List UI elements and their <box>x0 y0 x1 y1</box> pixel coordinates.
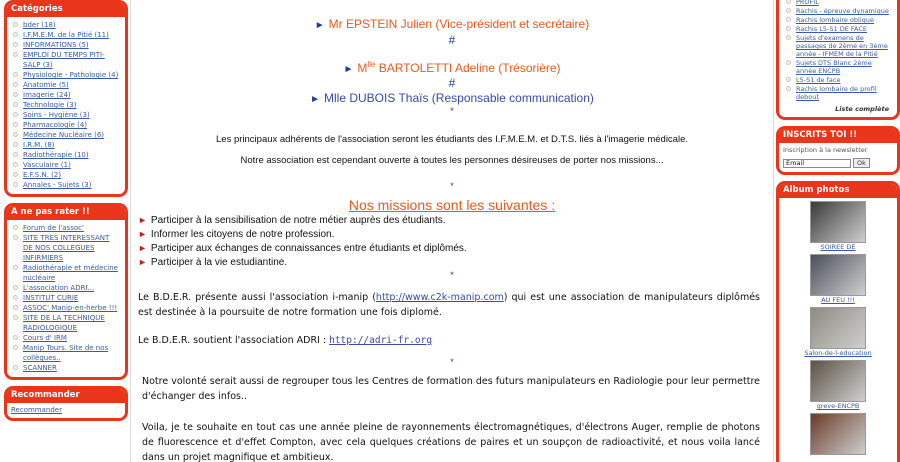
album-caption[interactable]: Salon-de-l-education <box>804 349 872 357</box>
category-link[interactable]: INFORMATIONS (5) <box>23 41 89 49</box>
bullet-icon <box>13 72 18 77</box>
ouverture-paragraph: Notre association est cependant ouverte à toutes les personnes désireuses de porter nos missions... <box>240 155 664 166</box>
category-item[interactable] <box>11 120 121 130</box>
email-field[interactable]: Email <box>783 159 851 168</box>
ne-pas-rater-link[interactable]: SCANNER <box>23 364 57 372</box>
bullet-icon <box>13 265 18 270</box>
inscrits-box <box>776 126 900 175</box>
imanip-link[interactable]: http://www.c2k-manip.com <box>375 292 504 303</box>
category-link[interactable]: Médecine Nucléaire (6) <box>23 131 105 139</box>
ne-pas-rater-link[interactable]: INSTITUT CURIE <box>23 294 79 302</box>
album-item[interactable] <box>783 201 893 251</box>
bullet-icon <box>13 152 18 157</box>
recent-article-item[interactable] <box>783 85 893 101</box>
recommander-box <box>4 386 128 421</box>
ne-pas-rater-list <box>11 223 121 373</box>
recent-article-item[interactable] <box>783 59 893 75</box>
categories-box <box>4 0 128 197</box>
category-link[interactable]: Technologie (3) <box>23 101 77 109</box>
recent-article-link[interactable]: Rachis lombaire oblique <box>796 16 874 24</box>
category-link[interactable]: Vasculaire (1) <box>23 161 71 169</box>
bullet-icon <box>13 22 18 27</box>
album-thumbnail[interactable] <box>810 201 866 243</box>
arrow-right-icon: ► <box>138 229 147 239</box>
bullet-icon <box>13 345 18 350</box>
recent-article-link[interactable]: Rachis - épreuve dynamique <box>796 7 889 15</box>
inscrits-title: INSCRITS TOI !! <box>779 129 897 143</box>
album-caption[interactable]: AU FEU !!! <box>821 296 855 304</box>
category-item[interactable] <box>11 30 121 40</box>
member-bartoletti-prefix: M <box>357 61 368 75</box>
bullet-icon <box>13 142 18 147</box>
categories-list <box>11 20 121 190</box>
star-separator: * <box>450 357 454 367</box>
ne-pas-rater-link[interactable]: ASSOC' Manip-en-herbe !!! <box>23 304 118 312</box>
main-content <box>132 0 772 462</box>
bullet-icon <box>13 132 18 137</box>
arrow-right-icon: ► <box>138 215 147 225</box>
star-separator: * <box>450 270 454 280</box>
bullet-icon <box>786 0 791 4</box>
arrow-right-icon: ► <box>138 243 147 253</box>
album-thumbnail[interactable] <box>810 360 866 402</box>
recent-article-item[interactable] <box>783 7 893 15</box>
hash-separator: # <box>448 33 456 47</box>
mission-item <box>138 243 467 254</box>
recent-article-link[interactable]: Sujets d'examens de passages de 2ème en 3ème année - IFMEM de la Pitié <box>796 34 888 58</box>
ne-pas-rater-item[interactable] <box>11 303 121 313</box>
ok-button[interactable]: Ok <box>853 158 870 168</box>
member-bartoletti-sup: lle <box>367 60 376 69</box>
ne-pas-rater-item[interactable] <box>11 363 121 373</box>
album-item[interactable] <box>783 413 893 455</box>
bullet-icon <box>786 8 791 13</box>
left-sidebar <box>4 0 128 427</box>
category-link[interactable]: Soins - Hygiène (3) <box>23 111 90 119</box>
category-item[interactable] <box>11 150 121 160</box>
voila-paragraph: Voila, je te souhaite en tout cas une année pleine de rayonnements électromagnétiques, d'électrons Auger, remplie de photons de fluorescence et d'effet Compton, avec cela quelques créations de paires et un soupçon de radioactivité, et nous voila lancé dans un projet magnifique et ambitieux. <box>142 422 760 462</box>
category-link[interactable]: Radiothérapie (10) <box>23 151 89 159</box>
missions-title: Nos missions sont les suivantes : <box>348 197 556 213</box>
category-item[interactable] <box>11 100 121 110</box>
category-link[interactable]: I.F.M.E.M. de la Pitié (11) <box>23 31 109 39</box>
ne-pas-rater-link[interactable]: Cours d' IRM <box>23 334 67 342</box>
categories-title: Catégories <box>7 3 125 17</box>
album-list <box>779 198 897 462</box>
member-dubois <box>132 91 772 105</box>
ne-pas-rater-link[interactable]: L'association ADRI... <box>23 284 95 292</box>
ne-pas-rater-link[interactable]: Forum de l'assoc' <box>23 224 84 232</box>
arrow-right-icon: ► <box>138 257 147 267</box>
bullet-icon <box>13 365 18 370</box>
mission-text: Informer les citoyens de notre profession. <box>150 229 335 240</box>
bullet-icon <box>13 225 18 230</box>
bullet-icon <box>13 182 18 187</box>
bullet-icon <box>13 285 18 290</box>
category-link[interactable]: bder (18) <box>23 21 56 29</box>
bullet-icon <box>13 162 18 167</box>
ne-pas-rater-link[interactable]: SITE TRES INTERESSANT DE NOS COLLEGUES INFIRMIERS <box>23 234 110 262</box>
category-link[interactable]: Annales - Sujets (3) <box>23 181 92 189</box>
star-separator: * <box>450 106 454 116</box>
category-item[interactable] <box>11 20 121 30</box>
member-bartoletti-name: BARTOLETTI Adeline (Trésorière) <box>375 61 561 75</box>
newsletter-label: Inscription à la newsletter <box>783 146 868 154</box>
imanip-text-after: ) qui est une association de manipulateurs diplômés est destinée à la poursuite de notre formation une fois diplomé. <box>138 292 761 318</box>
album-item[interactable] <box>783 254 893 304</box>
bullet-icon <box>786 17 791 22</box>
recent-article-item[interactable] <box>783 76 893 84</box>
album-title: Album photos <box>779 184 897 198</box>
star-separator: * <box>450 181 454 191</box>
category-item[interactable] <box>11 70 121 80</box>
category-item[interactable] <box>11 170 121 180</box>
adri-text: Le B.D.E.R. soutient l'association ADRI : <box>138 335 330 346</box>
bullet-icon <box>786 35 791 40</box>
ne-pas-rater-title: A ne pas rater !! <box>7 206 125 220</box>
category-item[interactable] <box>11 110 121 120</box>
bullet-icon <box>13 112 18 117</box>
mission-item <box>138 215 446 226</box>
ne-pas-rater-link[interactable]: Radiothérapie et médecine nucléaire <box>23 264 118 282</box>
bullet-icon <box>786 86 791 91</box>
triangle-icon: ► <box>310 94 320 105</box>
category-item[interactable] <box>11 180 121 190</box>
bullet-icon <box>13 315 18 320</box>
volonte-paragraph: Notre volonté serait aussi de regrouper tous les Centres de formation des futurs manipulateurs en Radiologie pour leur permettre d'échanger des infos.. <box>142 376 760 402</box>
album-thumbnail[interactable] <box>810 307 866 349</box>
liste-complete-link[interactable]: Liste complète <box>835 105 889 113</box>
bullet-icon <box>13 295 18 300</box>
album-caption[interactable]: greve-ENCPB <box>816 402 860 410</box>
adri-paragraph <box>138 333 760 348</box>
ne-pas-rater-box <box>4 203 128 380</box>
bullet-icon <box>13 92 18 97</box>
mission-item <box>138 229 334 240</box>
adri-link[interactable]: http://adri-fr.org <box>329 335 433 346</box>
album-thumbnail[interactable] <box>810 254 866 296</box>
category-item[interactable] <box>11 80 121 90</box>
category-item[interactable] <box>11 160 121 170</box>
bullet-icon <box>13 32 18 37</box>
recent-article-item[interactable] <box>783 0 893 6</box>
category-link[interactable]: EMPLOI DU TEMPS PITI-SALP (3) <box>23 51 105 69</box>
member-bartoletti <box>132 60 772 75</box>
album-item[interactable] <box>783 360 893 410</box>
ne-pas-rater-item[interactable] <box>11 333 121 343</box>
bullet-icon <box>13 172 18 177</box>
category-link[interactable]: Pharmacologie (4) <box>23 121 88 129</box>
category-link[interactable]: Physiologie - Pathologie (4) <box>23 71 119 79</box>
ne-pas-rater-link[interactable]: Manip Tours. Site de nos collègues.. <box>23 344 109 362</box>
recent-article-link[interactable]: Rachis L5-S1 DE FACE <box>796 25 868 33</box>
album-item[interactable] <box>783 307 893 357</box>
category-link[interactable]: Anatomie (5) <box>23 81 69 89</box>
member-dubois-name: Mlle DUBOIS Thaïs (Responsable communication) <box>324 91 594 105</box>
ne-pas-rater-item[interactable] <box>11 293 121 303</box>
member-epstein <box>132 17 772 31</box>
right-sidebar <box>776 0 900 462</box>
bullet-icon <box>786 77 791 82</box>
ne-pas-rater-item[interactable] <box>11 313 121 333</box>
right-divider <box>773 0 774 462</box>
bullet-icon <box>13 82 18 87</box>
recent-articles-list <box>783 0 893 101</box>
member-epstein-name: Mr EPSTEIN Julien (Vice-président et secrétaire) <box>328 17 590 31</box>
album-caption[interactable]: SOIREE DE <box>820 243 856 251</box>
mission-item <box>138 257 287 268</box>
ne-pas-rater-item[interactable] <box>11 223 121 233</box>
bullet-icon <box>13 42 18 47</box>
hash-separator: # <box>448 76 456 90</box>
category-link[interactable]: E.F.S.N. (2) <box>23 171 62 179</box>
recent-article-link[interactable]: L5-S1 de face <box>796 76 841 84</box>
recent-article-item[interactable] <box>783 34 893 58</box>
bullet-icon <box>786 26 791 31</box>
mission-text: Participer aux échanges de connaissances entre étudiants et diplômés. <box>150 243 467 254</box>
recent-articles-box <box>776 0 900 120</box>
mission-text: Participer à la sensibilisation de notre métier auprès des étudiants. <box>150 215 446 226</box>
recent-article-link[interactable]: PROFIL <box>796 0 819 6</box>
ne-pas-rater-item[interactable] <box>11 233 121 263</box>
category-item[interactable] <box>11 130 121 140</box>
category-item[interactable] <box>11 40 121 50</box>
bullet-icon <box>13 305 18 310</box>
category-item[interactable] <box>11 140 121 150</box>
album-box <box>776 181 900 462</box>
adherents-paragraph: Les principaux adhérents de l'association seront les étudiants des I.F.M.E.M. et D.T.S. liés à l'imagerie médicale. <box>216 134 688 145</box>
category-item[interactable] <box>11 50 121 70</box>
bullet-icon <box>786 60 791 65</box>
imanip-text: Le B.D.E.R. présente aussi l'association i-manip ( <box>138 292 376 303</box>
category-item[interactable] <box>11 90 121 100</box>
album-thumbnail[interactable] <box>810 413 866 455</box>
bullet-icon <box>13 235 18 240</box>
left-divider <box>130 0 131 462</box>
recommander-link[interactable]: Recommander <box>11 406 62 414</box>
recent-article-item[interactable] <box>783 25 893 33</box>
mission-text: Participer à la vie estudiantine. <box>150 257 288 268</box>
bullet-icon <box>13 335 18 340</box>
bullet-icon <box>13 102 18 107</box>
triangle-icon: ► <box>314 20 325 31</box>
bullet-icon <box>13 122 18 127</box>
ne-pas-rater-item[interactable] <box>11 263 121 283</box>
bullet-icon <box>13 52 18 57</box>
category-link[interactable]: Imagerie (24) <box>23 91 71 99</box>
recent-article-link[interactable]: Rachis lombaire de profil debout <box>796 85 877 101</box>
ne-pas-rater-item[interactable] <box>11 283 121 293</box>
recent-article-item[interactable] <box>783 16 893 24</box>
ne-pas-rater-item[interactable] <box>11 343 121 363</box>
ne-pas-rater-link[interactable]: SITE DE LA TECHNIQUE RADIOLOGIQUE <box>23 314 105 332</box>
category-link[interactable]: I.R.M. (8) <box>23 141 55 149</box>
recommander-title: Recommander <box>7 389 125 403</box>
imanip-paragraph <box>138 290 760 320</box>
newsletter-form <box>783 158 893 172</box>
recent-article-link[interactable]: Sujets DTS Blanc 2ème année ENCPB <box>796 59 872 75</box>
triangle-icon: ► <box>343 64 354 75</box>
